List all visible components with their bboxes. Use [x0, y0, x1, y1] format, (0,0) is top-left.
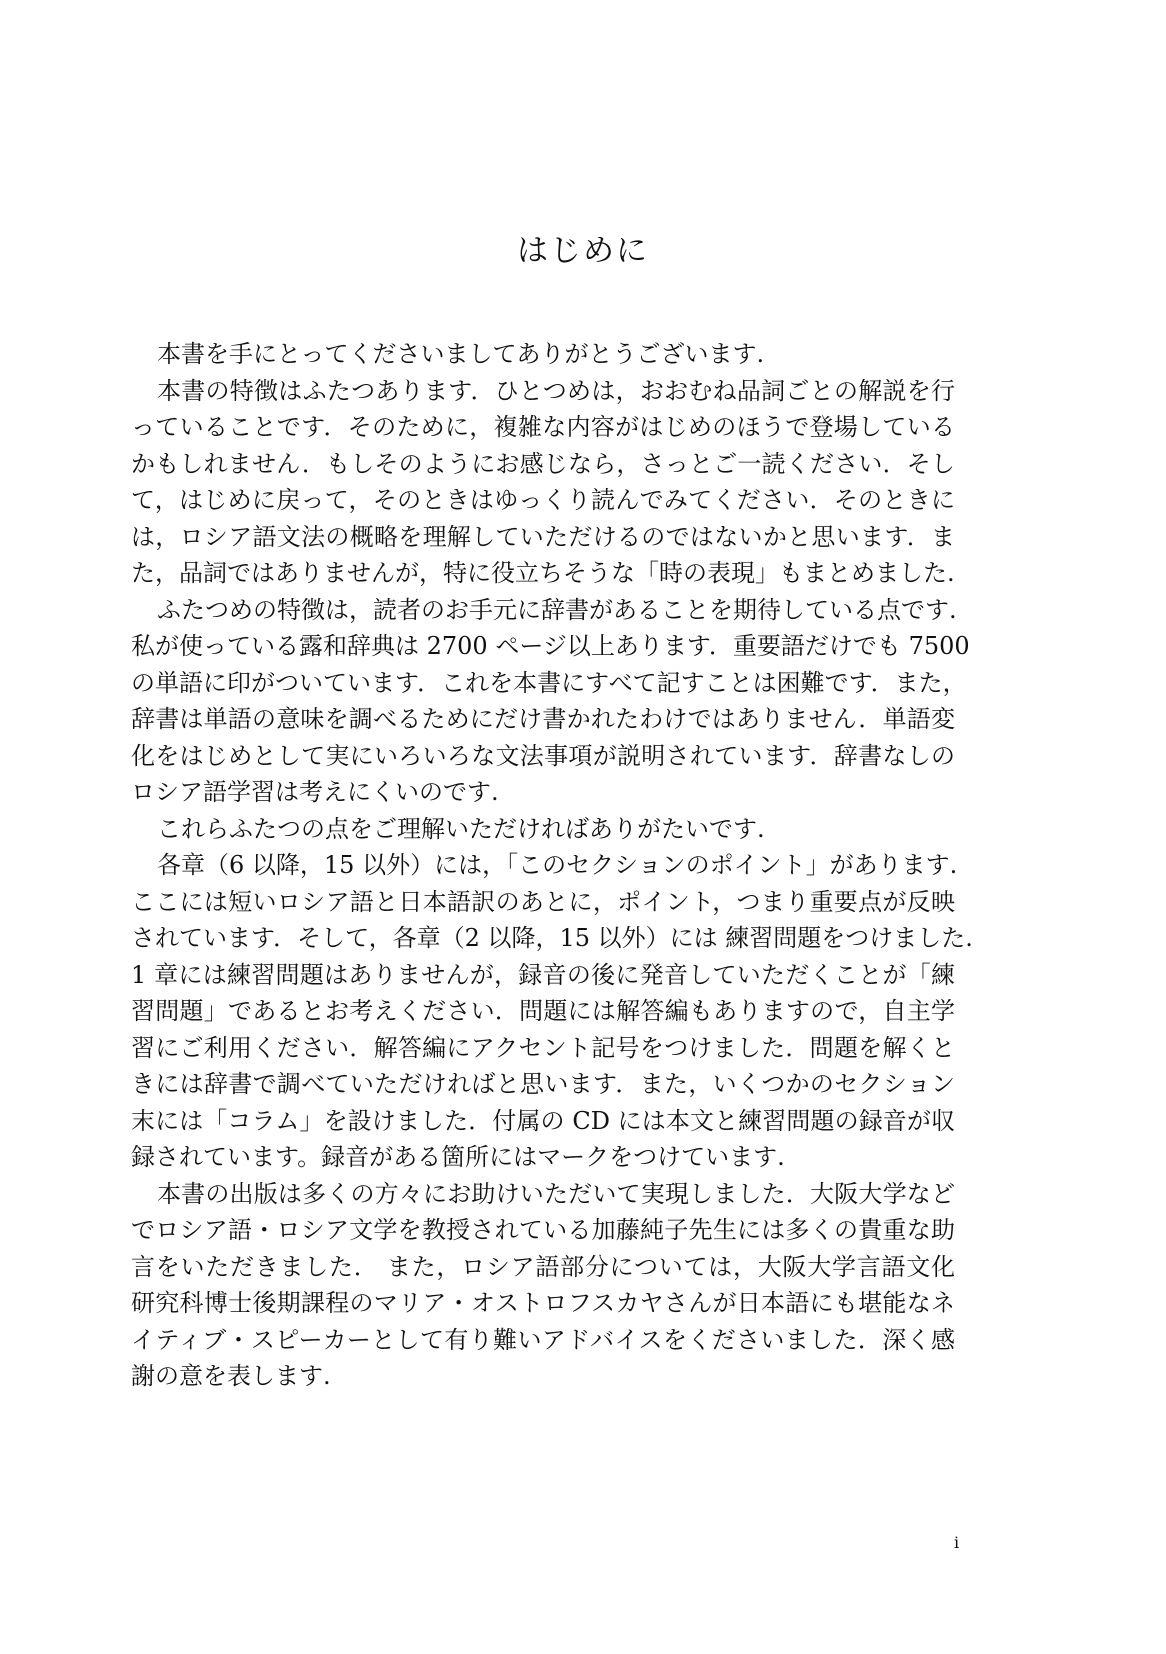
text-line: ロシア語学習は考えにくいのです. [131, 778, 499, 806]
text-line: 謝の意を表します. [131, 1362, 331, 1390]
text-line: 1 章には練習問題はありませんが，録音の後に発音していただくことが「練 [131, 960, 955, 989]
text-line: ふたつめの特徴は，読者のお手元に辞書があることを期待している点です. [157, 595, 957, 624]
text-line: 化をはじめとして実にいろいろな文法事項が説明されています．辞書なしの [131, 741, 955, 770]
text-line: イティブ・スピーカーとして有り難いアドバイスをくださいました．深く感 [131, 1325, 955, 1354]
text-line: 各章（6 以降，15 以外）には，「このセクションのポイント」があります. [157, 851, 958, 879]
text-line: 研究科博士後期課程のマリア・オストロフスカヤさんが日本語にも堪能なネ [131, 1289, 955, 1317]
text-line: 末には「コラム」を設けました．付属の CD には本文と練習問題の録音が収 [131, 1106, 955, 1135]
paragraph [131, 847, 973, 1176]
text-line: 習にご利用ください．解答編にアクセント記号をつけました．問題を解くと [131, 1033, 955, 1062]
paragraph [131, 336, 955, 373]
text-line: 言をいただきました． また，ロシア語部分については，大阪大学言語文化 [131, 1252, 955, 1281]
page-title: はじめに [517, 233, 649, 269]
text-line: 習問題」であるとお考えください．問題には解答編もありますので，自主学 [131, 997, 955, 1025]
page-number: i [954, 1533, 960, 1552]
body-text [131, 336, 973, 1395]
text-line: ここには短いロシア語と日本語訳のあとに，ポイント，つまり重要点が反映 [131, 887, 955, 916]
text-line: これらふたつの点をご理解いただければありがたいです. [157, 814, 765, 843]
paragraph [131, 373, 955, 592]
text-line: 本書を手にとってくださいましてありがとうございます. [157, 340, 765, 368]
text-line: た，品詞ではありませんが，特に役立ちそうな「時の表現」もまとめました. [131, 559, 955, 587]
text-line: でロシア語・ロシア文学を教授されている加藤純子先生には多くの貴重な助 [131, 1216, 955, 1244]
text-line: 私が使っている露和辞典は 2700 ページ以上あります．重要語だけでも 7500 [131, 632, 970, 660]
text-line: 辞書は単語の意味を調べるためにだけ書かれたわけではありません．単語変 [131, 705, 955, 733]
text-line: されています．そして，各章（2 以降，15 以外）には 練習問題をつけました. [131, 924, 973, 952]
text-line: 本書の特徴はふたつあります．ひとつめは，おおむね品詞ごとの解説を行 [157, 376, 955, 405]
text-line: きには辞書で調べていただければと思います．また，いくつかのセクション [131, 1070, 955, 1098]
text-line: て，はじめに戻って，そのときはゆっくり読んでみてください．そのときに [131, 486, 955, 514]
text-line: 本書の出版は多くの方々にお助けいただいて実現しました．大阪大学など [157, 1179, 955, 1208]
text-line: かもしれません．もしそのようにお感じなら，さっとご一読ください．そし [131, 449, 955, 478]
text-line: 録されています。録音がある箇所にはマークをつけています. [131, 1143, 785, 1171]
paragraph [131, 811, 955, 848]
paragraph [131, 1176, 955, 1395]
text-line: は，ロシア語文法の概略を理解していただけるのではないかと思います．ま [131, 522, 955, 551]
text-line: の単語に印がついています．これを本書にすべて記すことは困難です．また， [131, 668, 967, 697]
text-line: っていることです．そのために，複雑な内容がはじめのほうで登場している [131, 413, 955, 441]
paragraph [131, 592, 970, 811]
